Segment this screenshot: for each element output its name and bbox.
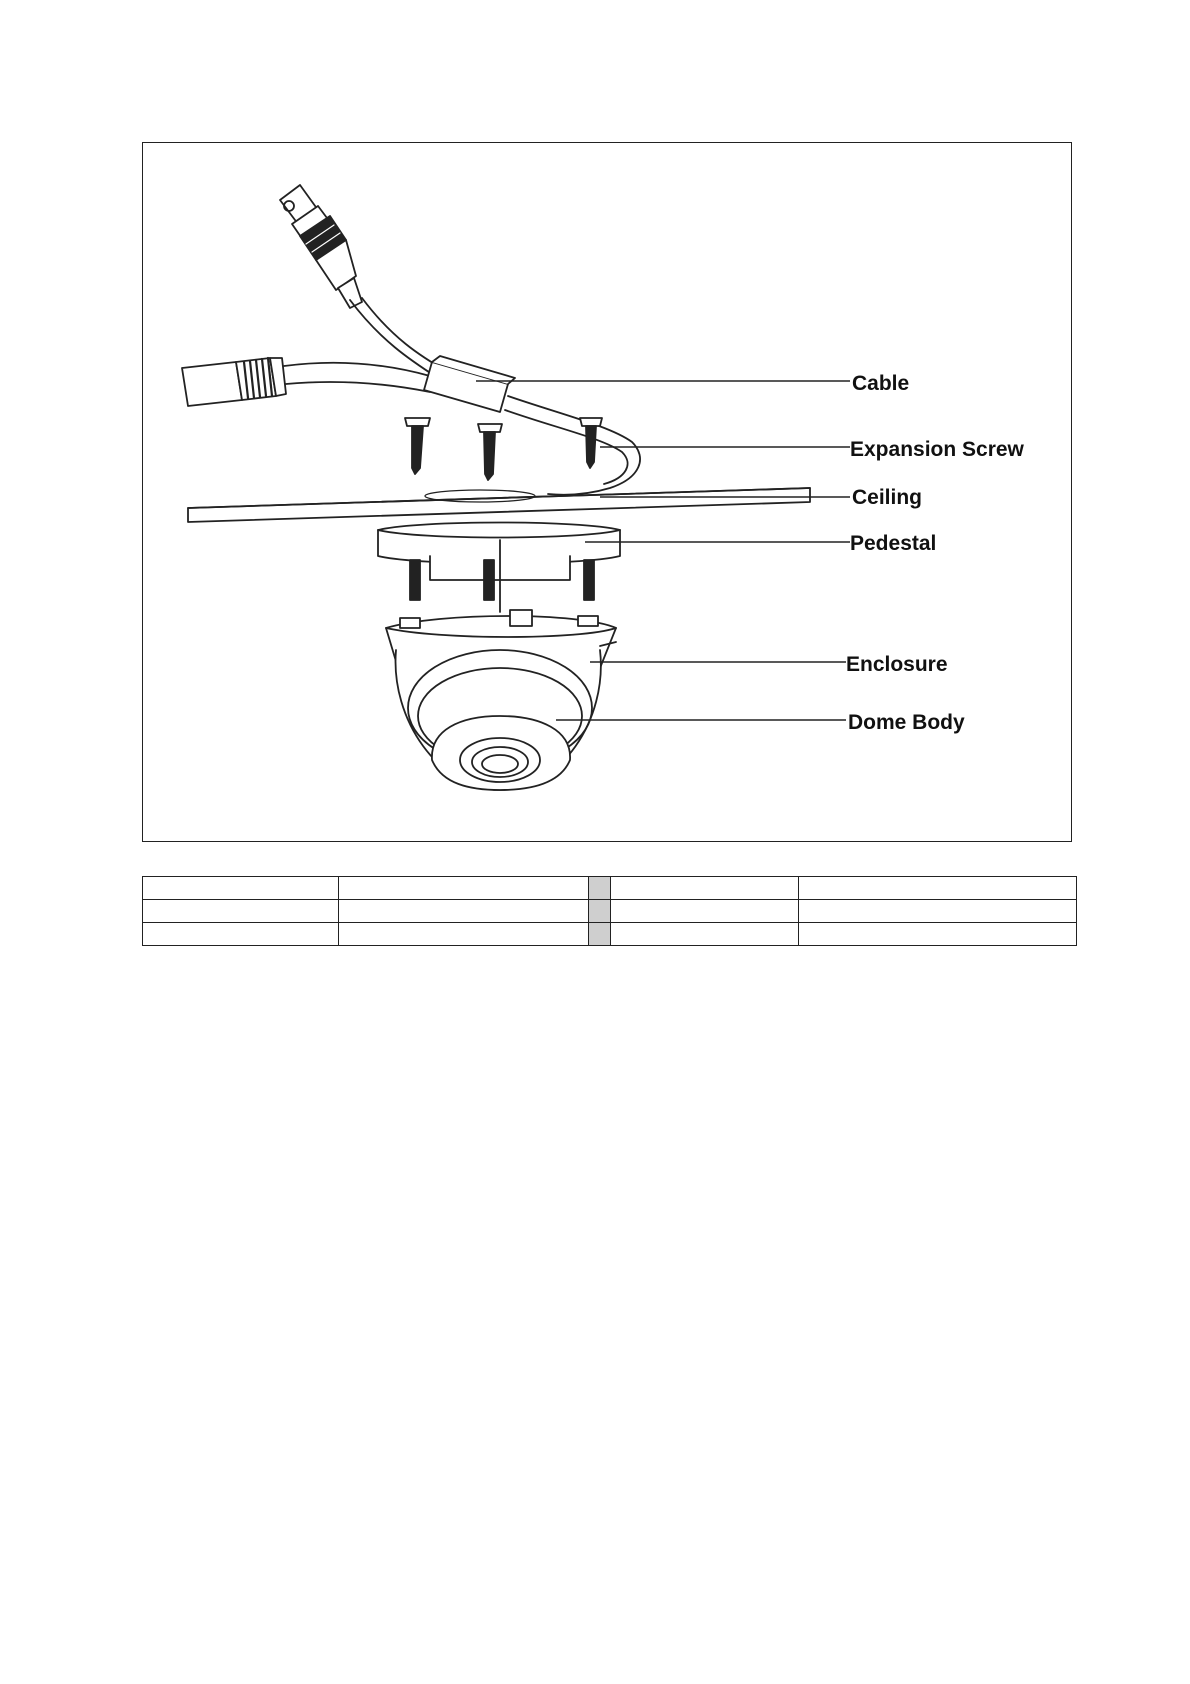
table-cell xyxy=(611,877,799,900)
label-cable: Cable xyxy=(852,372,910,395)
label-enclosure: Enclosure xyxy=(846,653,948,676)
pedestal xyxy=(378,523,620,613)
table-row xyxy=(143,877,1077,900)
label-ceiling: Ceiling xyxy=(852,486,923,509)
label-expansion-screw: Expansion Screw xyxy=(850,438,1024,461)
table-cell xyxy=(339,877,589,900)
label-dome-body: Dome Body xyxy=(848,711,965,734)
table-cell xyxy=(799,900,1077,923)
expansion-screw-right xyxy=(580,418,602,468)
dc-power-connector xyxy=(182,358,286,406)
spec-table xyxy=(142,876,1077,946)
cable-assembly xyxy=(182,185,640,495)
table-cell xyxy=(143,923,339,946)
table-cell xyxy=(611,923,799,946)
table-separator-cell xyxy=(589,923,611,946)
ceiling xyxy=(188,488,810,522)
expansion-screws xyxy=(405,418,602,480)
table-cell xyxy=(143,877,339,900)
table-cell xyxy=(339,923,589,946)
table-cell xyxy=(143,900,339,923)
table-separator-cell xyxy=(589,900,611,923)
bnc-connector xyxy=(280,185,362,308)
label-pedestal: Pedestal xyxy=(850,532,937,555)
table-row xyxy=(143,923,1077,946)
table-cell xyxy=(799,877,1077,900)
expansion-screw-left xyxy=(405,418,430,474)
table-separator-cell xyxy=(589,877,611,900)
table-cell xyxy=(611,900,799,923)
table-row xyxy=(143,900,1077,923)
expansion-screw-middle xyxy=(478,424,502,480)
table-cell xyxy=(339,900,589,923)
table-cell xyxy=(799,923,1077,946)
